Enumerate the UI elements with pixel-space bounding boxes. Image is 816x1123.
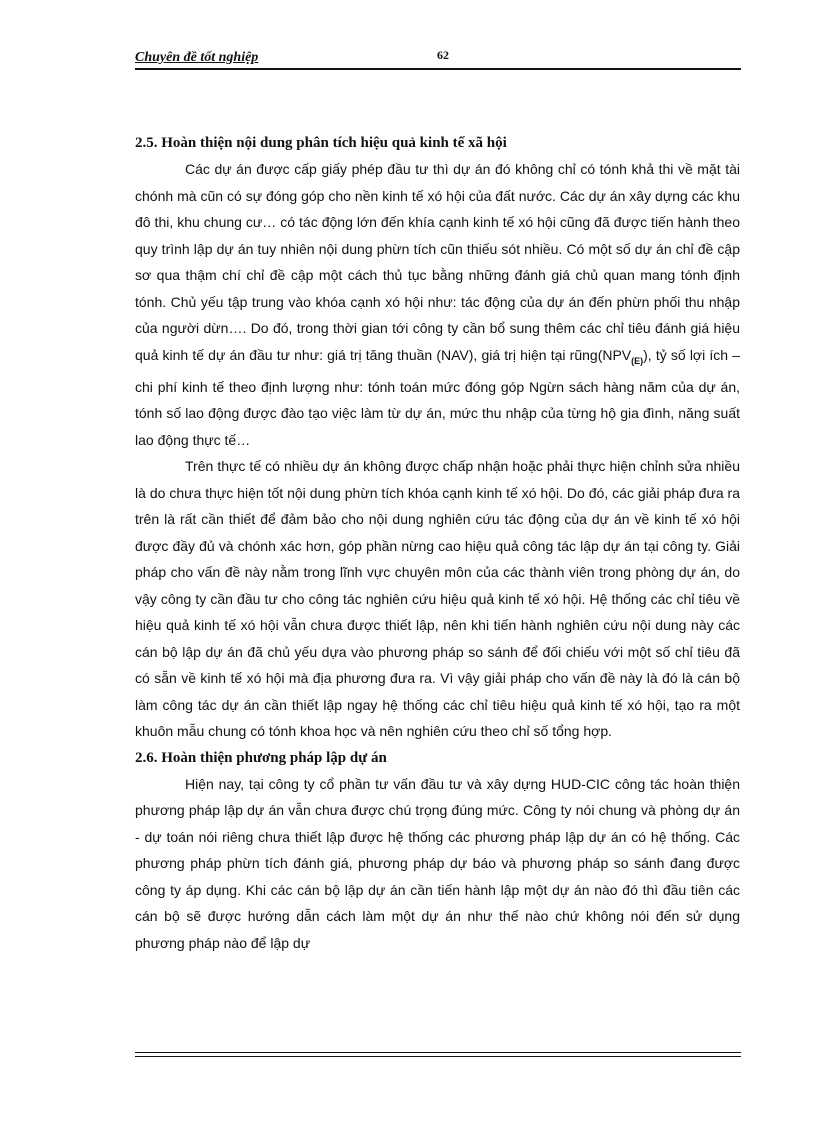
footer-rule <box>135 1052 741 1057</box>
section-2-6-heading: 2.6. Hoàn thiện phương pháp lập dự án <box>135 749 387 766</box>
header-title: Chuyên đề tốt nghiệp <box>135 50 259 65</box>
page-header <box>135 48 741 70</box>
paragraph-text: ), tỷ số lợi ích – chi phí kinh tế theo định lượng như: tónh toán mức đóng góp Ngừn sách hàng năm của dự án, tónh số lao động được đào tạo việc làm từ dự án, mức thu nhập của từng hộ gia đình, năng suất lao động thực tế… <box>135 346 740 448</box>
paragraph-text: Các dự án được cấp giấy phép đầu tư thì dự án đó không chỉ có tónh khả thi về mặt tài chónh mà cũn có sự đóng góp cho nền kinh tế xó hội của đất nước. Các dự án xây dựng các khu đô thi, khu chung cư… có tác động lớn đến khía cạnh kinh tế xó hội cũng đã được tiến hành theo quy trình lập dự án tuy nhiên nội dung phừn tích cũn thiếu sót nhiều. Có một số dự án chỉ đề cập sơ qua thậm chí chỉ đề cập một cách thủ tục bằng những đánh giá chủ quan mang tónh định tónh. Chủ yếu tập trung vào khóa cạnh xó hội như: tác động của dự án đến phừn phối thu nhập của người dừn…. Do đó, trong thời gian tới công ty cần bổ sung thêm các chỉ tiêu đánh giá hiệu quả kinh tế dự án đầu tư như: giá trị tăng thuần (NAV), giá trị hiện tại rũng(NPV <box>135 161 740 363</box>
header-rule <box>135 68 741 70</box>
npv-subscript: (E) <box>631 355 644 366</box>
section-2-5-paragraph-2: Trên thực tế có nhiều dự án không được chấp nhận hoặc phải thực hiện chỉnh sửa nhiều là do chưa thực hiện tốt nội dung phừn tích khóa cạnh kinh tế xó hội. Do đó, các giải pháp đưa ra trên là rất cần thiết để đảm bảo cho nội dung nghiên cứu tác động của dự án về kinh tế xó hội được đầy đủ và chónh xác hơn, góp phần nừng cao hiệu quả công tác lập dự án tại công ty. Giải pháp cho vấn đề này nằm trong lĩnh vực chuyên môn của các thành viên trong phòng dự án, do vậy công ty cần đầu tư cho công tác nghiên cứu hiệu quả kinh tế xó hội. Hệ thống các chỉ tiêu về hiệu quả kinh tế xó hội vẫn chưa được thiết lập, nên khi tiến hành nghiên cứu nội dung này các cán bộ lập dự án đã chủ yếu dựa vào phương pháp so sánh để đối chiếu với một số chỉ tiêu đã có sẵn về kinh tế xó hội mà địa phương đưa ra. Vì vậy giải pháp cho vấn đề này là đó là cán bộ làm công tác dự án cần thiết lập ngay hệ thống các chỉ tiêu hiệu quả kinh tế xó hội, tạo ra một khuôn mẫu chung có tónh khoa học và nên nghiên cứu theo chỉ số tổng hợp. <box>135 458 740 740</box>
section-2-6-paragraph-1: Hiện nay, tại công ty cổ phần tư vấn đầu tư và xây dựng HUD-CIC công tác hoàn thiện phương pháp lập dự án vẫn chưa được chú trọng đúng mức. Công ty nói chung và phòng dự án - dự toán nói riêng chưa thiết lập được hệ thống các phương pháp lập dự án có hệ thống. Các phương pháp phừn tích đánh giá, phương pháp dự báo và phương pháp so sánh đang được công ty áp dụng. Khi các cán bộ lập dự án cần tiến hành lập một dự án nào đó thì đầu tiên các cán bộ sẽ được hướng dẫn cách làm một dự án như thế nào chứ không nói đến sử dụng phương pháp nào để lập dự <box>135 775 740 951</box>
page-number: 62 <box>437 48 449 62</box>
section-2-5-paragraph-1 <box>135 156 740 453</box>
section-2-5-heading: 2.5. Hoàn thiện nội dung phân tích hiệu quả kinh tế xã hội <box>135 135 507 151</box>
page-content <box>135 130 740 956</box>
